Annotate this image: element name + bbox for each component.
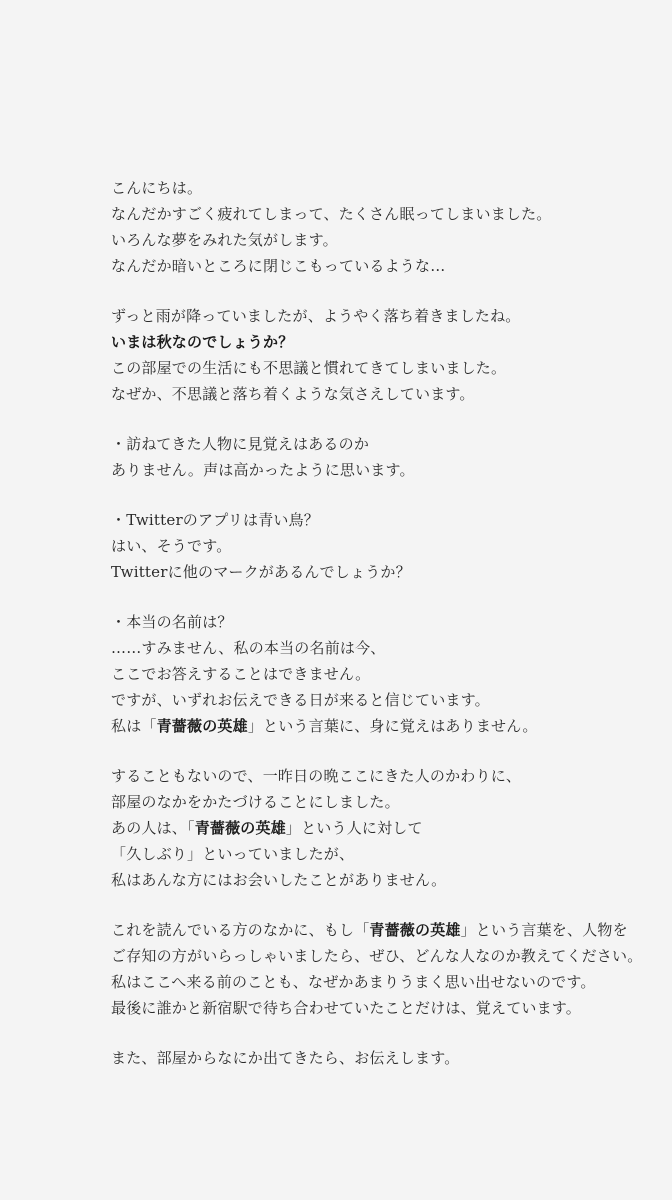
- line-text: いろんな夢をみれた気がします。: [111, 231, 338, 249]
- text-line: [111, 329, 651, 355]
- paragraph-gap: [111, 739, 651, 763]
- text-line: [111, 201, 651, 227]
- emphasis-text: 青薔薇の英雄: [156, 717, 248, 735]
- line-text: なんだかすごく疲れてしまって、たくさん眠ってしまいました。: [111, 205, 552, 223]
- line-text: ・訪ねてきた人物に見覚えはあるのか: [111, 435, 370, 453]
- line-text: 最後に誰かと新宿駅で待ち合わせていたことだけは、覚えています。: [111, 999, 582, 1017]
- line-text: あの人は、「: [111, 819, 195, 837]
- line-text: ここでお答えすることはできません。: [111, 665, 371, 683]
- paragraph: [111, 507, 651, 585]
- text-line: [111, 533, 651, 559]
- line-text: Twitterに他のマークがあるんでしょうか？: [111, 563, 411, 581]
- text-line: [111, 175, 651, 201]
- paragraph: [111, 609, 651, 739]
- line-text: なぜか、不思議と落ち着くような気さえしています。: [111, 385, 475, 403]
- paragraph-gap: [111, 893, 651, 917]
- text-line: [111, 381, 651, 407]
- line-text: 」という言葉に、身に覚えはありません。: [247, 717, 538, 735]
- line-text: ですが、いずれお伝えできる日が来ると信じています。: [111, 691, 490, 709]
- line-text: 私は「: [111, 717, 157, 735]
- line-text: この部屋での生活にも不思議と慣れてきてしまいました。: [111, 359, 507, 377]
- text-line: [111, 609, 651, 635]
- text-line: [111, 713, 651, 739]
- text-line: [111, 867, 651, 893]
- text-line: [111, 431, 651, 457]
- line-text: ご存知の方がいらっしゃいましたら、ぜひ、どんな人なのか教えてください。: [111, 947, 643, 965]
- paragraph: [111, 303, 651, 407]
- text-line: [111, 507, 651, 533]
- paragraph: [111, 431, 651, 483]
- paragraph: [111, 175, 651, 279]
- paragraph-gap: [111, 585, 651, 609]
- line-text: ありません。声は高かったように思います。: [111, 461, 415, 479]
- line-text: こんにちは。: [111, 179, 203, 197]
- text-line: [111, 355, 651, 381]
- emphasis-text: 青薔薇の英雄: [194, 819, 286, 837]
- line-text: 私はここへ来る前のことも、なぜかあまりうまく思い出せないのです。: [111, 973, 596, 991]
- message-body: [111, 175, 651, 1071]
- paragraph: [111, 763, 651, 893]
- line-text: ・Twitterのアプリは青い鳥？: [111, 511, 320, 529]
- text-line: [111, 789, 651, 815]
- line-text: 私はあんな方にはお会いしたことがありません。: [111, 871, 447, 889]
- text-line: [111, 635, 651, 661]
- emphasis-text: いまは秋なのでしょうか？: [111, 333, 294, 351]
- text-line: [111, 253, 651, 279]
- text-line: [111, 815, 651, 841]
- line-text: することもないので、一昨日の晩ここにきた人のかわりに、: [111, 767, 522, 785]
- text-line: [111, 841, 651, 867]
- text-line: [111, 943, 651, 969]
- paragraph: [111, 917, 651, 1021]
- text-line: [111, 763, 651, 789]
- paragraph: [111, 1045, 651, 1071]
- line-text: これを読んでいる方のなかに、もし「: [111, 921, 370, 939]
- text-line: [111, 995, 651, 1021]
- line-text: 部屋のなかをかたづけることにしました。: [111, 793, 400, 811]
- paragraph-gap: [111, 483, 651, 507]
- paragraph-gap: [111, 1021, 651, 1045]
- paragraph-gap: [111, 407, 651, 431]
- line-text: なんだか暗いところに閉じこもっているような…: [111, 257, 446, 275]
- text-line: [111, 559, 651, 585]
- line-text: 「久しぶり」といっていましたが、: [111, 845, 355, 863]
- line-text: ・本当の名前は？: [111, 613, 233, 631]
- text-line: [111, 917, 651, 943]
- text-line: [111, 227, 651, 253]
- text-line: [111, 303, 651, 329]
- text-line: [111, 1045, 651, 1071]
- paragraph-gap: [111, 279, 651, 303]
- line-text: ……すみません、私の本当の名前は今、: [111, 639, 386, 657]
- line-text: 」という人に対して: [285, 819, 423, 837]
- text-line: [111, 687, 651, 713]
- emphasis-text: 青薔薇の英雄: [369, 921, 461, 939]
- line-text: 」という言葉を、人物を: [460, 921, 628, 939]
- line-text: ずっと雨が降っていましたが、ようやく落ち着きましたね。: [111, 307, 521, 325]
- text-line: [111, 969, 651, 995]
- text-line: [111, 457, 651, 483]
- text-line: [111, 661, 651, 687]
- line-text: はい、そうです。: [111, 537, 232, 555]
- line-text: また、部屋からなにか出てきたら、お伝えします。: [111, 1049, 460, 1067]
